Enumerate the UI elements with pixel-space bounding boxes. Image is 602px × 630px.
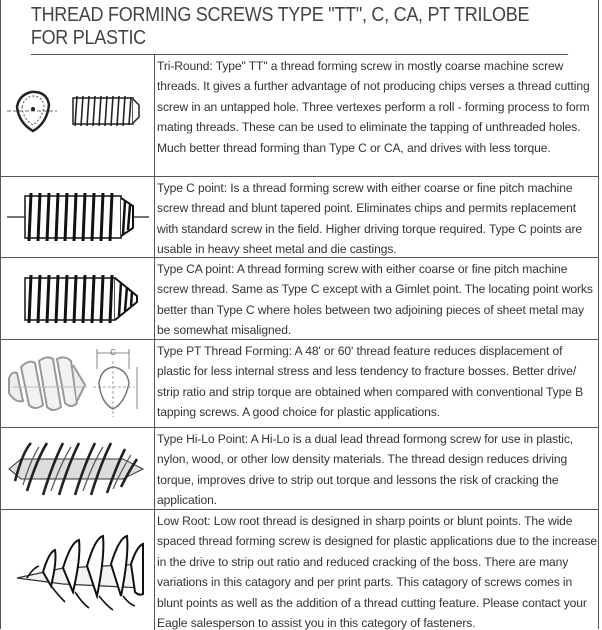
table-row-type-ca xyxy=(1,258,598,340)
type-c-screw-icon xyxy=(1,177,155,257)
table-row-type-pt xyxy=(1,340,598,428)
row-description: Type Hi-Lo Point: A Hi-Lo is a dual lead thread formong screw for use in plastic, nylon, wood, or other low density materials. The thread design reduces driving torque, improves drive to strip out torque and lessons the risk of cracking the application. xyxy=(157,432,574,508)
table-row-low-root xyxy=(1,510,598,630)
page-title: THREAD FORMING SCREWS TYPE "TT", C, CA, PT TRILOBE FOR PLASTIC xyxy=(31,0,568,55)
row-description: Low Root: Low root thread is designed in sharp points or blunt points. The wide spaced thread forming screw is designed for plastic applications due to the increase in the drive to strip out ratio and reduced cracking of the boss. There are many variations in this catagory and per print parts. This catagory of screws comes in blunt points as well as the addition of a thread cutting feature. Please contact your Eagle salesperson to assist you in this category of fasteners. xyxy=(157,514,597,630)
type-pt-screw-icon xyxy=(1,340,155,427)
row-description: Type C point: Is a thread forming screw with either coarse or fine pitch machine screw thread and blunt tapered point. Eliminates chips and permits replacement with standard screw in the field. Higher driving torque required. Type C points are usable in heavy sheet metal and die castings. xyxy=(157,181,583,257)
tri-round-screw-icon xyxy=(1,55,155,176)
hi-lo-screw-icon xyxy=(1,428,155,509)
row-description: Type CA point: A thread forming screw with either coarse or fine pitch machine screw thread. Same as Type C except with a Gimlet point. The locating point works better than Type C where holes between two adjoining pieces of sheet metal may be somewhat misaligned. xyxy=(157,262,593,338)
pt-dimension-label: C xyxy=(109,347,116,357)
table-row-hi-lo xyxy=(1,428,598,510)
low-root-screw-icon xyxy=(1,510,155,630)
row-description: Type PT Thread Forming: A 48' or 60' thread feature reduces displacement of plastic for less internal stress and less tendency to fracture bosses. Better drive/ strip ratio and strip torque are obtained when compared with conventional Type B tapping screws. A good choice for plastic applications. xyxy=(157,344,584,420)
table-row-type-c xyxy=(1,177,598,258)
type-ca-screw-icon xyxy=(1,258,155,339)
table-row-tri-round xyxy=(1,55,598,177)
row-description: Tri-Round: Type" TT" a thread forming screw in mostly coarse machine screw threads. It gives a further advantage of not producing chips verses a thread cutting screw in an untapped hole. Three vertexes perform a roll - forming process to form mating threads. These can be used to eliminate the tapping of unthreaded holes. Much better thread forming than Type C or CA, and drives with less torque. xyxy=(157,59,590,155)
